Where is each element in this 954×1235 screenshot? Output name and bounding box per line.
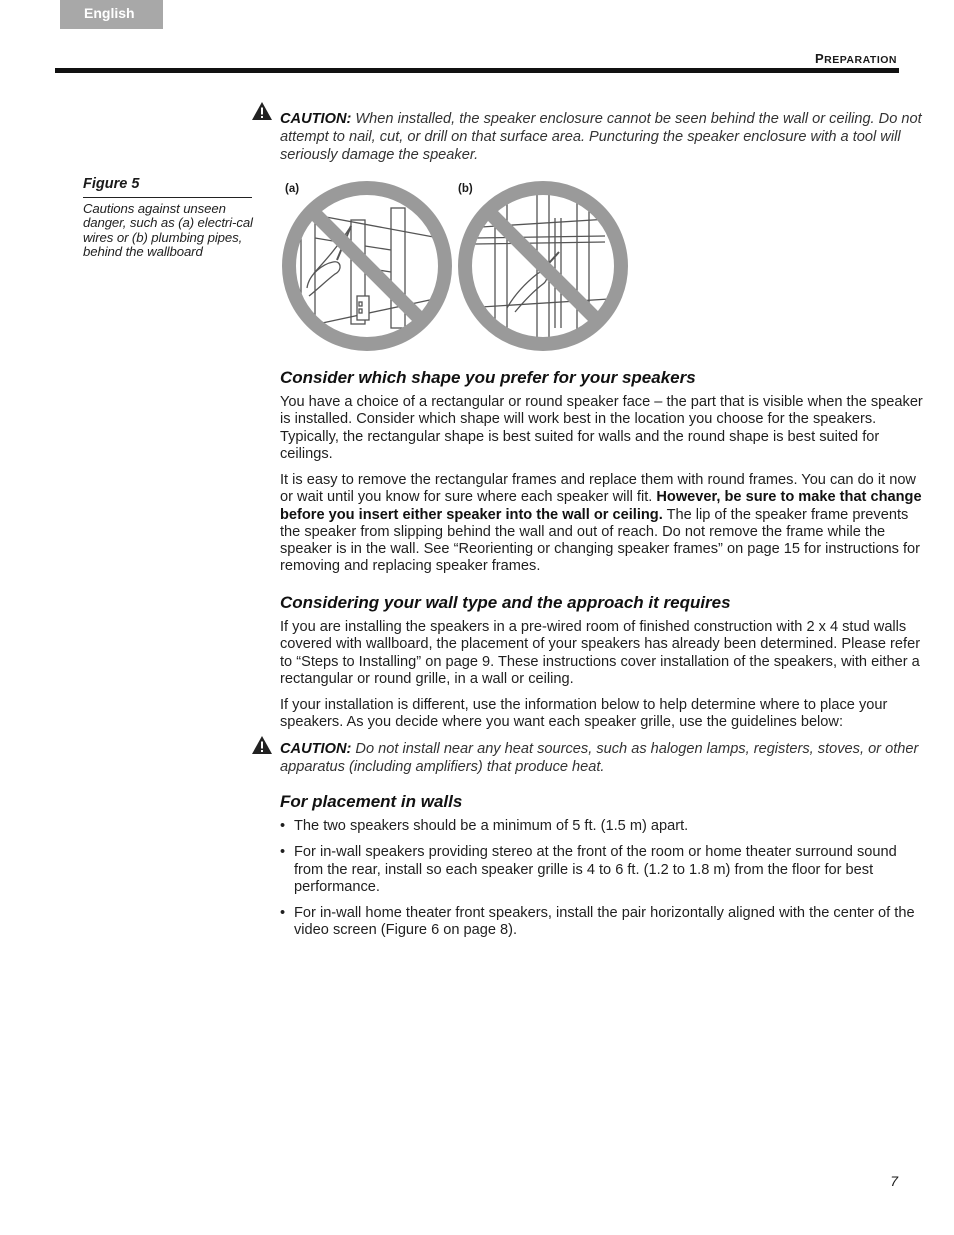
heading-placement-walls: For placement in walls bbox=[280, 792, 463, 811]
section-name-initial: P bbox=[814, 51, 825, 66]
list-item: • For in-wall speakers providing stereo at the front of the room or home theater surround sound from the rear, install so each speaker grille is 4 to 6 ft. (1.2 to 1.8 m) from the floor for best performance. bbox=[280, 844, 925, 896]
section-name-rest: REPARATION bbox=[824, 54, 897, 66]
warning-icon bbox=[251, 101, 273, 121]
heading-speaker-shape: Consider which shape you prefer for your speakers bbox=[280, 368, 696, 387]
paragraph-frame-change-end: The lip of the speaker frame prevents the speaker from slipping behind the wall and out of reach. Do not remove the frame while the speaker is in the wall. See “Reorienting or changing speaker frames” on page 15 for instructions for removing and replacing speaker frames. bbox=[280, 506, 921, 575]
figure-a-no-drilling-wires bbox=[279, 178, 455, 354]
figure-caption: Cautions against unseen danger, such as (a) electri-cal wires or (b) plumbing pipes, behind the wallboard bbox=[83, 201, 253, 259]
caution-text: Do not install near any heat sources, such as halogen lamps, registers, stoves, or other apparatus (including amplifiers) that produce heat. bbox=[280, 741, 919, 775]
caution-enclosure bbox=[280, 110, 925, 164]
caution-label: CAUTION: bbox=[280, 741, 352, 757]
figure-title: Figure 5 bbox=[83, 176, 252, 198]
caution-label: CAUTION: bbox=[280, 111, 352, 127]
figure-label-b: (b) bbox=[458, 183, 473, 195]
section-name bbox=[815, 51, 897, 66]
paragraph-shape-choice: You have a choice of a rectangular or round speaker face – the part that is visible when the speaker is installed. Consider which shape will work best in the location you choose for the speakers. Typically, the rectangular shape is best suited for walls and the round shape is best suited for ceilings. bbox=[280, 394, 923, 462]
placement-guidelines-list bbox=[280, 818, 925, 949]
figure-b-no-drilling-pipes bbox=[455, 178, 631, 354]
heading-wall-type: Considering your wall type and the approach it requires bbox=[280, 593, 731, 612]
caution-heat-sources bbox=[280, 740, 925, 776]
paragraph-installation-different: If your installation is different, use the information below to help determine where to place your speakers. As you decide where you want each speaker grille, use the guidelines below: bbox=[280, 697, 888, 731]
header-rule bbox=[55, 68, 899, 73]
language-tab[interactable]: English bbox=[60, 0, 163, 29]
caution-text: When installed, the speaker enclosure cannot be seen behind the wall or ceiling. Do not attempt to nail, cut, or drill on that surface area. Puncturing the speaker enclosure with a tool will seriously damage the speaker. bbox=[280, 111, 922, 163]
paragraph-prewired-room: If you are installing the speakers in a pre-wired room of finished construction with 2 x 4 stud walls covered with wallboard, the placement of your speakers has already been determined. Please refer to “Steps to Installing” on page 9. These instructions cover installation of the speakers, with either a rectangular or round grille, in a wall or ceiling. bbox=[280, 619, 921, 687]
page-number: 7 bbox=[890, 1173, 898, 1189]
warning-icon bbox=[251, 735, 273, 755]
list-item: • For in-wall home theater front speakers, install the pair horizontally aligned with the center of the video screen (Figure 6 on page 8). bbox=[280, 905, 925, 940]
paragraph-frame-change-start: It is easy to remove the rectangular frames and replace them with round frames. You can do it now or wait until you know for sure where each speaker will fit. bbox=[280, 472, 916, 506]
figure-label-a: (a) bbox=[285, 183, 300, 195]
list-item: • The two speakers should be a minimum of 5 ft. (1.5 m) apart. bbox=[280, 818, 925, 835]
paragraph-frame-change bbox=[280, 472, 925, 576]
paragraph-frame-change-warning: However, be sure to make that change before you insert either speaker into the wall or ceiling. bbox=[280, 489, 922, 523]
